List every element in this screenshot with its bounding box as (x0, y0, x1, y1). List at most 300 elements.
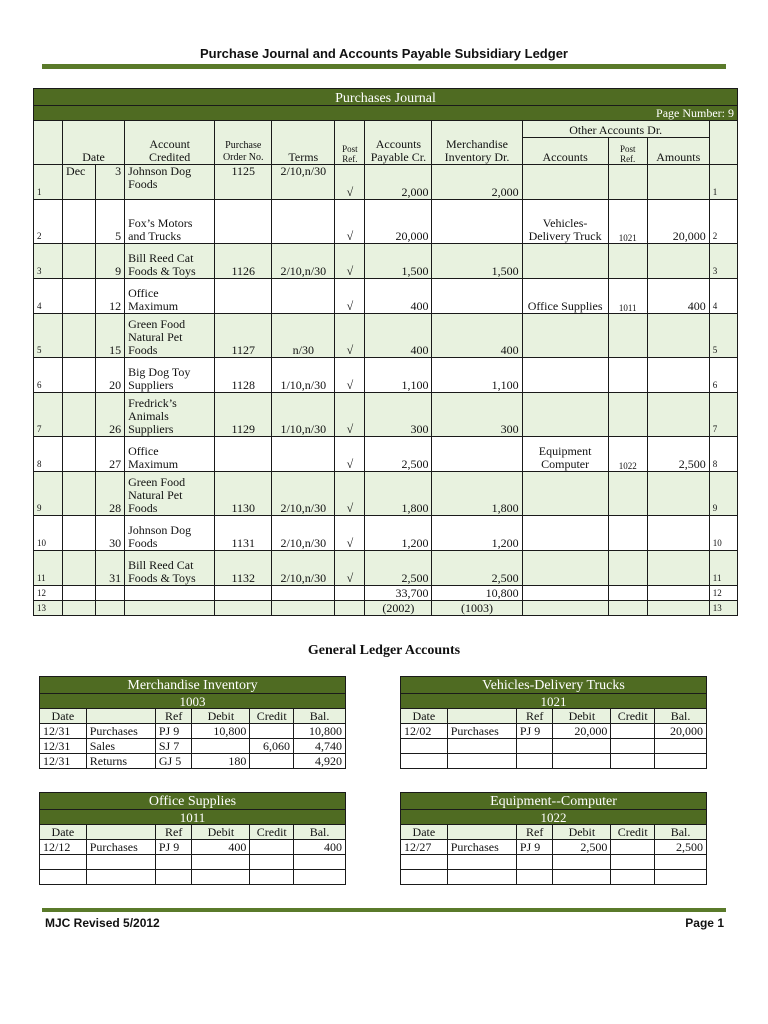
other-post-ref (608, 314, 647, 358)
col-debit: Debit (192, 709, 250, 724)
col-date: Date (40, 825, 87, 840)
ledger-vehicles (400, 676, 707, 769)
date-month (63, 358, 96, 393)
entry-date (401, 754, 448, 769)
entry-date: 12/12 (40, 840, 87, 855)
other-post-ref (608, 393, 647, 437)
ledger-row (40, 855, 346, 870)
line-number: 8 (709, 437, 737, 472)
merch-debit (432, 200, 522, 244)
entry-credit (611, 724, 655, 739)
journal-row (34, 165, 738, 200)
account-credited: Fredrick’s Animals Suppliers (125, 393, 215, 437)
entry-ref: GJ 5 (155, 754, 192, 769)
other-post-ref (608, 244, 647, 279)
date-day: 5 (96, 200, 125, 244)
account-credited: Green Food Natural Pet Foods (125, 472, 215, 516)
journal-title: Purchases Journal (34, 89, 738, 106)
terms (272, 437, 335, 472)
col-ap-cr: Accounts Payable Cr. (365, 121, 432, 165)
entry-date (40, 870, 87, 885)
ledger-name: Vehicles-Delivery Trucks (401, 677, 707, 694)
ledger-name: Merchandise Inventory (40, 677, 346, 694)
entry-date: 12/02 (401, 724, 448, 739)
other-account (522, 314, 608, 358)
date-day: 31 (96, 551, 125, 586)
entry-date (401, 870, 448, 885)
other-account (522, 516, 608, 551)
entry-date: 12/31 (40, 739, 87, 754)
ledger-row (40, 840, 346, 855)
other-account (522, 165, 608, 200)
other-post-ref: 1022 (608, 437, 647, 472)
entry-ref: SJ 7 (155, 739, 192, 754)
ap-credit: 1,800 (365, 472, 432, 516)
line-number: 11 (34, 551, 63, 586)
ledger-row (401, 739, 707, 754)
entry-description: Purchases (447, 840, 516, 855)
other-post-ref (608, 165, 647, 200)
journal-row (34, 516, 738, 551)
ledger-name: Office Supplies (40, 793, 346, 810)
entry-balance (294, 855, 346, 870)
purchase-order-no: 1126 (215, 244, 272, 279)
col-other-post-ref: Post Ref. (608, 138, 647, 165)
other-account (522, 472, 608, 516)
col-post-ref: Post Ref. (335, 121, 365, 165)
entry-balance: 4,920 (294, 754, 346, 769)
journal-row (34, 437, 738, 472)
terms: 2/10,n/30 (272, 165, 335, 200)
entry-description: Purchases (447, 724, 516, 739)
account-credited: Fox’s Motors and Trucks (125, 200, 215, 244)
col-merch-dr: Merchandise Inventory Dr. (432, 121, 522, 165)
post-ref-check: √ (335, 244, 365, 279)
entry-credit (611, 739, 655, 754)
entry-description (447, 855, 516, 870)
ap-credit: 20,000 (365, 200, 432, 244)
header-rule (42, 64, 726, 69)
date-day: 9 (96, 244, 125, 279)
entry-date: 12/31 (40, 724, 87, 739)
entry-debit: 20,000 (553, 724, 611, 739)
terms: 2/10,n/30 (272, 551, 335, 586)
date-month (63, 279, 96, 314)
journal-row (34, 393, 738, 437)
col-other-accounts: Accounts (522, 138, 608, 165)
other-amount (647, 551, 709, 586)
entry-ref (516, 754, 553, 769)
line-number: 7 (709, 393, 737, 437)
date-day: 12 (96, 279, 125, 314)
ledger-row (40, 739, 346, 754)
ledger-column-headers (401, 709, 707, 724)
merch-total: 10,800 (432, 586, 522, 601)
footer-page: Page 1 (685, 916, 724, 930)
ledger-row (40, 870, 346, 885)
other-post-ref (608, 516, 647, 551)
entry-debit: 2,500 (553, 840, 611, 855)
entry-description (86, 855, 155, 870)
merch-debit: 2,500 (432, 551, 522, 586)
date-month (63, 437, 96, 472)
other-amount (647, 516, 709, 551)
line-number: 12 (709, 586, 737, 601)
purchase-order-no (215, 437, 272, 472)
col-balance: Bal. (294, 825, 346, 840)
other-amount: 2,500 (647, 437, 709, 472)
col-debit: Debit (553, 709, 611, 724)
ledger-name: Equipment--Computer (401, 793, 707, 810)
entry-credit (250, 724, 294, 739)
ledger-column-headers (40, 825, 346, 840)
ledger-office (39, 792, 346, 885)
date-month (63, 516, 96, 551)
col-credit: Credit (250, 709, 294, 724)
date-month (63, 393, 96, 437)
col-credit: Credit (611, 709, 655, 724)
post-ref-check: √ (335, 200, 365, 244)
entry-balance (294, 870, 346, 885)
account-credited: Big Dog Toy Suppliers (125, 358, 215, 393)
post-ref-check: √ (335, 358, 365, 393)
col-balance: Bal. (294, 709, 346, 724)
ledger-merch (39, 676, 346, 769)
other-amount (647, 244, 709, 279)
journal-row (34, 200, 738, 244)
ledger-number: 1022 (401, 810, 707, 825)
entry-description: Purchases (86, 840, 155, 855)
ap-credit: 2,500 (365, 437, 432, 472)
merch-debit: 2,000 (432, 165, 522, 200)
line-number: 10 (34, 516, 63, 551)
account-credited: Johnson Dog Foods (125, 516, 215, 551)
line-number: 2 (709, 200, 737, 244)
col-date: Date (401, 709, 448, 724)
line-number: 1 (34, 165, 63, 200)
entry-description: Purchases (86, 724, 155, 739)
entry-balance: 20,000 (655, 724, 707, 739)
footer-rule (42, 908, 726, 912)
ledger-row (401, 754, 707, 769)
date-month (63, 244, 96, 279)
entry-ref: PJ 9 (516, 724, 553, 739)
date-day: 30 (96, 516, 125, 551)
ledger-row (401, 724, 707, 739)
other-amount (647, 165, 709, 200)
line-number: 5 (34, 314, 63, 358)
col-ref: Ref (155, 709, 192, 724)
date-day: 3 (96, 165, 125, 200)
account-credited: Green Food Natural Pet Foods (125, 314, 215, 358)
merch-debit: 1,500 (432, 244, 522, 279)
entry-ref (516, 739, 553, 754)
line-number: 9 (709, 472, 737, 516)
ledger-column-headers (401, 825, 707, 840)
other-amount: 400 (647, 279, 709, 314)
other-account: Office Supplies (522, 279, 608, 314)
ap-credit: 2,000 (365, 165, 432, 200)
col-account-credited: Account Credited (125, 121, 215, 165)
entry-ref: PJ 9 (155, 840, 192, 855)
journal-header-row-1 (34, 121, 738, 138)
entry-balance: 2,500 (655, 840, 707, 855)
ap-credit: 400 (365, 314, 432, 358)
purchase-order-no: 1132 (215, 551, 272, 586)
entry-credit (250, 840, 294, 855)
purchase-order-no: 1131 (215, 516, 272, 551)
other-account (522, 551, 608, 586)
entry-debit (192, 855, 250, 870)
entry-balance: 4,740 (294, 739, 346, 754)
other-account (522, 358, 608, 393)
ap-credit: 300 (365, 393, 432, 437)
date-month: Dec (63, 165, 96, 200)
other-post-ref: 1011 (608, 279, 647, 314)
entry-debit: 10,800 (192, 724, 250, 739)
journal-row (34, 472, 738, 516)
entry-debit (553, 739, 611, 754)
merch-debit: 300 (432, 393, 522, 437)
entry-description: Sales (86, 739, 155, 754)
ap-credit: 1,200 (365, 516, 432, 551)
entry-ref (516, 870, 553, 885)
entry-ref: PJ 9 (155, 724, 192, 739)
entry-balance: 10,800 (294, 724, 346, 739)
ledger-row (40, 724, 346, 739)
other-amount: 20,000 (647, 200, 709, 244)
line-number: 13 (34, 601, 63, 616)
entry-credit (611, 855, 655, 870)
col-po-no: Purchase Order No. (215, 121, 272, 165)
col-ref: Ref (516, 825, 553, 840)
merch-debit (432, 437, 522, 472)
other-account (522, 393, 608, 437)
line-number: 10 (709, 516, 737, 551)
col-other-accounts-group: Other Accounts Dr. (522, 121, 709, 138)
terms: 2/10,n/30 (272, 516, 335, 551)
entry-description (447, 739, 516, 754)
other-account (522, 244, 608, 279)
entry-debit (553, 870, 611, 885)
journal-row (34, 314, 738, 358)
page-number: Page Number: 9 (34, 106, 738, 121)
purchases-journal (33, 88, 738, 616)
date-month (63, 551, 96, 586)
entry-debit (192, 870, 250, 885)
date-day: 27 (96, 437, 125, 472)
col-date: Date (63, 121, 125, 165)
col-balance: Bal. (655, 709, 707, 724)
purchase-order-no: 1129 (215, 393, 272, 437)
line-number: 4 (34, 279, 63, 314)
line-number: 4 (709, 279, 737, 314)
merch-debit (432, 279, 522, 314)
entry-date (401, 855, 448, 870)
merch-debit: 1,100 (432, 358, 522, 393)
entry-credit (250, 754, 294, 769)
ap-total: 33,700 (365, 586, 432, 601)
ledger-column-headers (40, 709, 346, 724)
date-day: 26 (96, 393, 125, 437)
col-credit: Credit (611, 825, 655, 840)
col-balance: Bal. (655, 825, 707, 840)
line-number: 6 (709, 358, 737, 393)
post-ref-check: √ (335, 314, 365, 358)
ledger-row (401, 870, 707, 885)
post-ref-check: √ (335, 437, 365, 472)
line-number: 2 (34, 200, 63, 244)
other-account: Vehicles-Delivery Truck (522, 200, 608, 244)
ledger-number: 1011 (40, 810, 346, 825)
entry-debit: 180 (192, 754, 250, 769)
post-ref-row (34, 601, 738, 616)
post-ref-check: √ (335, 393, 365, 437)
line-number: 12 (34, 586, 63, 601)
entry-credit: 6,060 (250, 739, 294, 754)
col-debit: Debit (553, 825, 611, 840)
entry-balance: 400 (294, 840, 346, 855)
other-amount (647, 472, 709, 516)
post-ref-check: √ (335, 165, 365, 200)
date-month (63, 472, 96, 516)
entry-debit (192, 739, 250, 754)
entry-debit (553, 754, 611, 769)
journal-row (34, 244, 738, 279)
entry-date (40, 855, 87, 870)
account-credited: Bill Reed Cat Foods & Toys (125, 551, 215, 586)
post-ref-check: √ (335, 551, 365, 586)
post-ref-check: √ (335, 516, 365, 551)
account-credited: Johnson Dog Foods (125, 165, 215, 200)
terms: 1/10,n/30 (272, 393, 335, 437)
journal-row (34, 551, 738, 586)
col-date: Date (40, 709, 87, 724)
journal-row (34, 358, 738, 393)
post-ref-check: √ (335, 279, 365, 314)
date-month (63, 200, 96, 244)
ledger-row (401, 840, 707, 855)
other-post-ref: 1021 (608, 200, 647, 244)
merch-account-ref: (1003) (432, 601, 522, 616)
other-post-ref (608, 472, 647, 516)
col-ref: Ref (155, 825, 192, 840)
ledger-row (40, 754, 346, 769)
purchase-order-no: 1125 (215, 165, 272, 200)
other-post-ref (608, 358, 647, 393)
entry-description: Returns (86, 754, 155, 769)
line-number: 11 (709, 551, 737, 586)
terms (272, 279, 335, 314)
purchase-order-no: 1127 (215, 314, 272, 358)
ap-credit: 1,100 (365, 358, 432, 393)
ledger-row (401, 855, 707, 870)
line-number: 13 (709, 601, 737, 616)
col-date: Date (401, 825, 448, 840)
ap-credit: 400 (365, 279, 432, 314)
other-amount (647, 314, 709, 358)
post-ref-check: √ (335, 472, 365, 516)
date-day: 28 (96, 472, 125, 516)
entry-ref: PJ 9 (516, 840, 553, 855)
entry-credit (611, 840, 655, 855)
col-credit: Credit (250, 825, 294, 840)
journal-row (34, 279, 738, 314)
merch-debit: 1,200 (432, 516, 522, 551)
ledger-number: 1003 (40, 694, 346, 709)
other-amount (647, 358, 709, 393)
entry-balance (655, 739, 707, 754)
entry-balance (655, 855, 707, 870)
line-number: 5 (709, 314, 737, 358)
entry-description (447, 870, 516, 885)
entry-description (447, 754, 516, 769)
line-number: 9 (34, 472, 63, 516)
purchase-order-no (215, 200, 272, 244)
entry-ref (155, 855, 192, 870)
account-credited: Bill Reed Cat Foods & Toys (125, 244, 215, 279)
other-account: Equipment Computer (522, 437, 608, 472)
other-amount (647, 393, 709, 437)
col-debit: Debit (192, 825, 250, 840)
line-number: 7 (34, 393, 63, 437)
ap-credit: 2,500 (365, 551, 432, 586)
other-post-ref (608, 551, 647, 586)
ap-account-ref: (2002) (365, 601, 432, 616)
purchase-order-no: 1130 (215, 472, 272, 516)
col-other-amounts: Amounts (647, 138, 709, 165)
gl-title: General Ledger Accounts (307, 643, 461, 658)
line-number: 1 (709, 165, 737, 200)
line-number: 3 (709, 244, 737, 279)
line-number: 8 (34, 437, 63, 472)
entry-ref (155, 870, 192, 885)
purchase-order-no (215, 279, 272, 314)
date-day: 20 (96, 358, 125, 393)
entry-description (86, 870, 155, 885)
col-terms: Terms (272, 121, 335, 165)
entry-balance (655, 870, 707, 885)
merch-debit: 400 (432, 314, 522, 358)
merch-debit: 1,800 (432, 472, 522, 516)
entry-balance (655, 754, 707, 769)
entry-credit (611, 870, 655, 885)
entry-date: 12/27 (401, 840, 448, 855)
purchase-order-no: 1128 (215, 358, 272, 393)
account-credited: Office Maximum (125, 437, 215, 472)
entry-credit (250, 855, 294, 870)
terms: 2/10,n/30 (272, 472, 335, 516)
entry-date: 12/31 (40, 754, 87, 769)
line-number: 3 (34, 244, 63, 279)
entry-credit (611, 754, 655, 769)
entry-debit (553, 855, 611, 870)
ap-credit: 1,500 (365, 244, 432, 279)
line-number: 6 (34, 358, 63, 393)
footer-revision: MJC Revised 5/2012 (45, 916, 160, 930)
terms: 1/10,n/30 (272, 358, 335, 393)
terms (272, 200, 335, 244)
terms: n/30 (272, 314, 335, 358)
terms: 2/10,n/30 (272, 244, 335, 279)
page-title: Purchase Journal and Accounts Payable Subsidiary Ledger (200, 46, 568, 61)
entry-date (401, 739, 448, 754)
entry-debit: 400 (192, 840, 250, 855)
date-day: 15 (96, 314, 125, 358)
account-credited: Office Maximum (125, 279, 215, 314)
ledger-number: 1021 (401, 694, 707, 709)
entry-credit (250, 870, 294, 885)
